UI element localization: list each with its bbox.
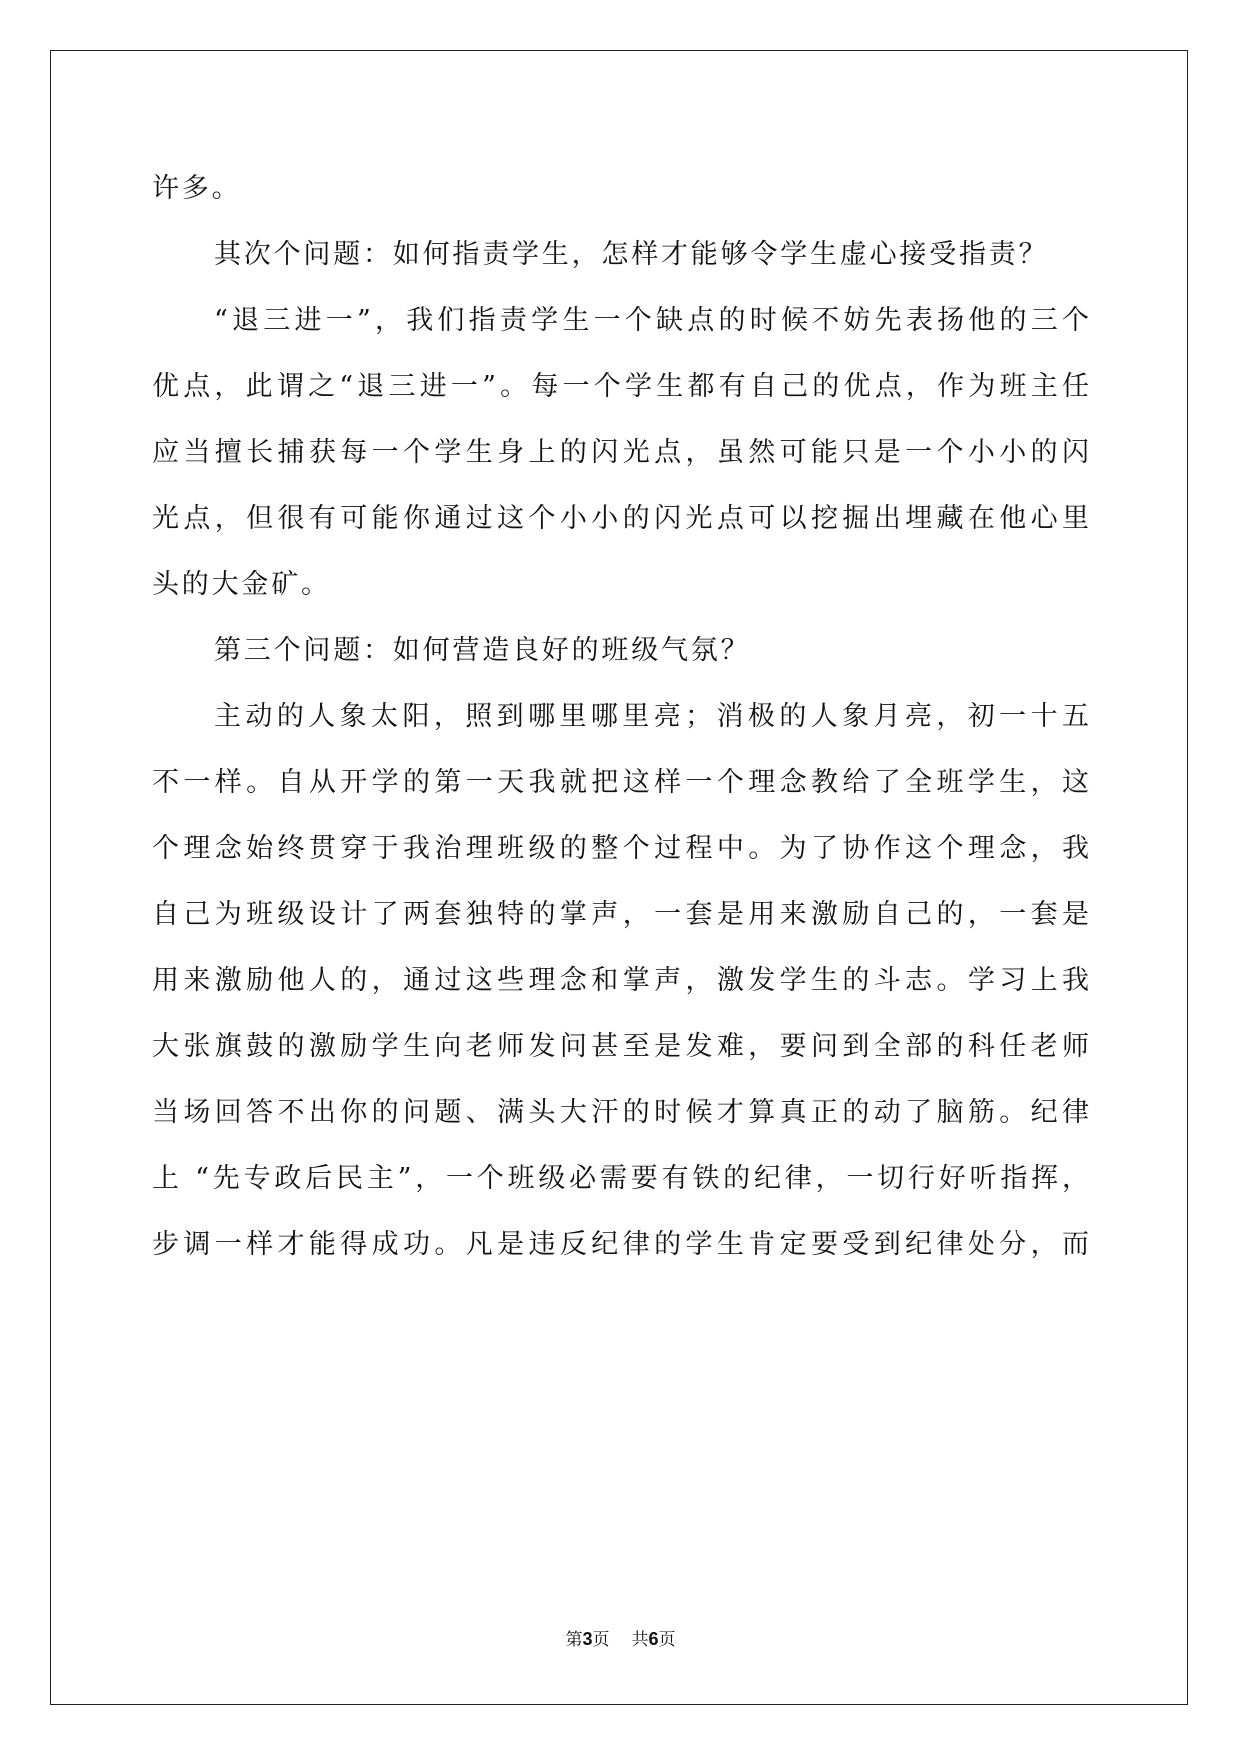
total-label-suffix: 页	[658, 1630, 676, 1650]
paragraph-heading: 其次个问题：如何指责学生，怎样才能够令学生虚心接受指责？	[214, 239, 1049, 270]
page-label-suffix: 页	[592, 1630, 610, 1650]
text-line: 大张旗鼓的激励学生向老师发问甚至是发难，要问到全部的科任老师	[152, 1031, 1089, 1062]
text-line: 用来激励他人的，通过这些理念和掌声，激发学生的斗志。学习上我	[152, 965, 1089, 996]
text-line: 主动的人象太阳，照到哪里哪里亮；消极的人象月亮，初一十五	[214, 701, 1089, 732]
text-line: 当场回答不出你的问题、满头大汗的时候才算真正的动了脑筋。纪律	[152, 1097, 1089, 1128]
text-line: 自己为班级设计了两套独特的掌声，一套是用来激励自己的，一套是	[152, 899, 1089, 930]
text-line: 优点，此谓之“退三进一”。每一个学生都有自己的优点，作为班主任	[152, 371, 1089, 402]
text-line: 个理念始终贯穿于我治理班级的整个过程中。为了协作这个理念，我	[152, 833, 1089, 864]
total-pages: 6	[648, 1629, 659, 1649]
text-line: 上 “先专政后民主”，一个班级必需要有铁的纪律，一切行好听指挥，	[152, 1163, 1089, 1194]
page-label-prefix: 第	[565, 1630, 583, 1650]
document-body	[152, 156, 1089, 1278]
text-line: 不一样。自从开学的第一天我就把这样一个理念教给了全班学生，这	[152, 767, 1089, 798]
paragraph-heading: 第三个问题：如何营造良好的班级气氛？	[214, 635, 751, 666]
page-number: 3	[582, 1629, 593, 1649]
text-line: 光点，但很有可能你通过这个小小的闪光点可以挖掘出埋藏在他心里	[152, 503, 1089, 534]
text-line: 应当擅长捕获每一个学生身上的闪光点，虽然可能只是一个小小的闪	[152, 437, 1089, 468]
page-footer	[0, 1625, 1241, 1650]
text-line: “退三进一”，我们指责学生一个缺点的时候不妨先表扬他的三个	[214, 305, 1089, 336]
text-line: 许多。	[152, 173, 242, 204]
text-line: 头的大金矿。	[152, 569, 331, 600]
text-line: 步调一样才能得成功。凡是违反纪律的学生肯定要受到纪律处分，而	[152, 1229, 1089, 1260]
total-label-prefix: 共	[631, 1630, 649, 1650]
